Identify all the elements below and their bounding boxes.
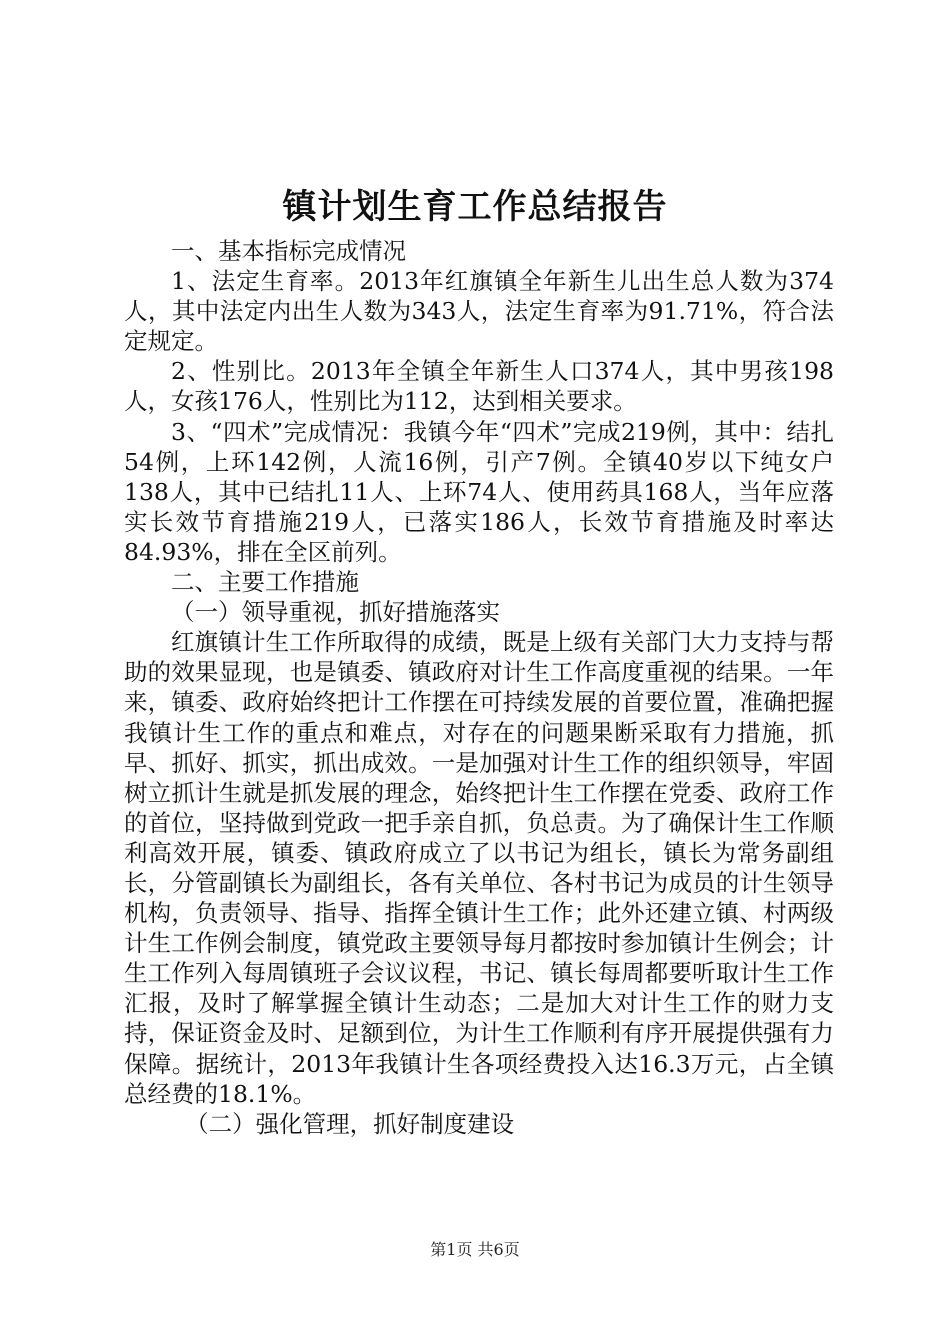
section-heading-basic-indicators: 一、基本指标完成情况 <box>171 237 406 265</box>
subheading-management: （二）强化管理，抓好制度建设 <box>185 1109 515 1138</box>
paragraph-leadership-details: 红旗镇计生工作所取得的成绩，既是上级有关部门大力支持与帮助的效果显现，也是镇委、镇政府对计生工作高度重视的结果。一年来，镇委、政府始终把计工作摆在可持续发展的首要位置，准确把握我镇计生工作的重点和难点，对存在的问题果断采取有力措施，抓早、抓好、抓实，抓出成效。一是加强对计生工作的组织领导，牢固树立抓计生就是抓发展的理念，始终把计生工作摆在党委、政府工作的首位，坚持做到党政一把手亲自抓，负总责。为了确保计生工作顺利高效开展，镇委、镇政府成立了以书记为组长，镇长为常务副组长，分管副镇长为副组长，各有关单位、各村书记为成员的计生领导机构，负责领导、指导、指挥全镇计生工作；此外还建立镇、村两级计生工作例会制度，镇党政主要领导每月都按时参加镇计生例会；计生工作列入每周镇班子会议议程，书记、镇长每周都要听取计生工作汇报，及时了解掌握全镇计生动态；二是加大对计生工作的财力支持，保证资金及时、足额到位，为计生工作顺利有序开展提供强有力保障。据统计，2013年我镇计生各项经费投入达16.3万元，占全镇总经费的18.1%。 <box>124 628 834 1108</box>
document-title: 镇计划生育工作总结报告 <box>282 187 668 227</box>
paragraph-legal-birth-rate: 1、法定生育率。2013年红旗镇全年新生儿出生总人数为374人，其中法定内出生人数为343人，法定生育率为91.71%，符合法定规定。 <box>124 267 834 356</box>
document-body <box>124 236 834 1139</box>
paragraph-four-operations: 3、“四术”完成情况：我镇今年“四术”完成219例，其中：结扎54例，上环142例，人流16例，引产7例。全镇40岁以下纯女户138人，其中已结扎11人、上环74人、使用药具168人，当年应落实长效节育措施219人，已落实186人，长效节育措施及时率达84.93%，排在全区前列。 <box>124 417 834 566</box>
subheading-leadership: （一）领导重视，抓好措施落实 <box>171 598 500 627</box>
page-number-footer: 第1页 共6页 <box>430 1240 520 1259</box>
paragraph-sex-ratio: 2、性别比。2013年全镇全年新生人口374人，其中男孩198人，女孩176人，性别比为112，达到相关要求。 <box>124 357 834 416</box>
section-heading-main-measures: 二、主要工作措施 <box>171 568 359 597</box>
